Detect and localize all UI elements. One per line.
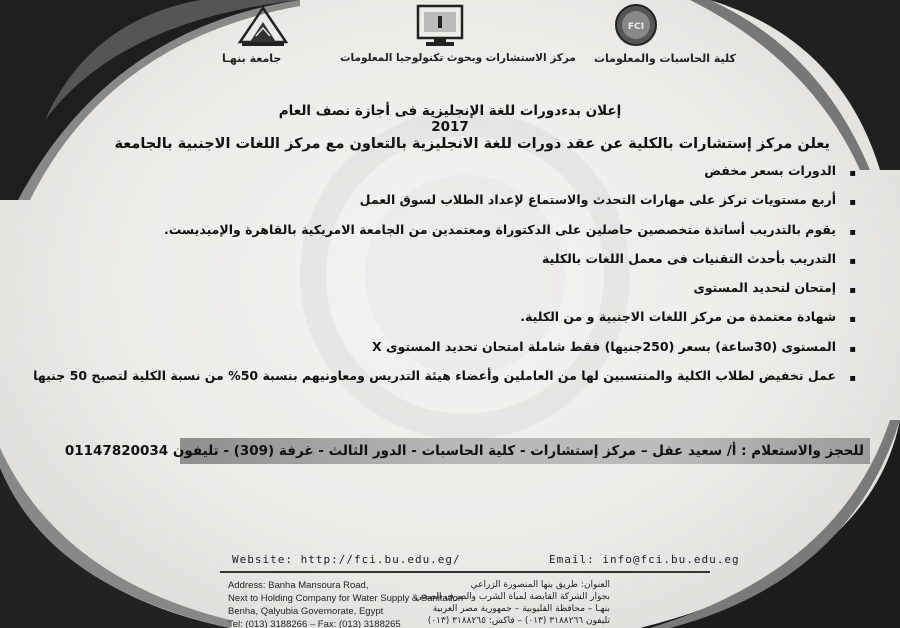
address-arabic: العنوان: طريق بنها المنصورة الزراعي بجوار الشركة القابضة لمياة الشرب والصرف الصحي بنهـا – محافظة القليوبية – جمهورية مصر العربية تليفون ٣١٨٨٢٦٦ (٠١٣) – فاكس: ٣١٨٨٢٦٥ (٠١٣)	[415, 580, 610, 626]
list-item: ▪ يقوم بالتدريب أساتذة متخصصين حاصلين على الدكتوراة ومعتمدين من الجامعة الامريكية بالقاهرة والإميديست.	[78, 221, 858, 250]
website-link[interactable]: Website: http://fci.bu.edu.eg/	[232, 553, 461, 566]
course-details-list	[33, 162, 858, 396]
bottom-left-swoosh-graphic	[0, 448, 230, 628]
announcement-title: إعلان بدءدورات للغة الإنجليزية فى أجازة نصف العام 2017	[278, 103, 622, 135]
email-link[interactable]: Email: info@fci.bu.edu.eg	[549, 553, 740, 566]
address-english: Address: Banha Mansoura Road, Next to Holding Company for Water Supply & Sanitation Benha, Qalyubia Governorate, Egypt Tel: (013) 3188266 – Fax: (013) 3188265	[228, 580, 464, 628]
square-bullet-icon: ▪	[849, 197, 856, 209]
footer-divider	[220, 571, 710, 573]
center-logo	[412, 2, 468, 52]
square-bullet-icon: ▪	[849, 285, 856, 297]
square-bullet-icon: ▪	[849, 226, 856, 238]
square-bullet-icon: ▪	[849, 255, 856, 267]
list-item: ▪ المستوى (30ساعة) بسعر (250جنيها) فقط شاملة امتحان تحديد المستوى X	[78, 338, 858, 367]
list-item: ▪ عمل تخفيض لطلاب الكلية والمنتسبين لها من العاملين وأعضاء هيئة التدريس ومعاونيهم بنسبة 50% من نسبة الكلية لتصبح 50 جنيها	[78, 367, 858, 396]
square-bullet-icon: ▪	[849, 373, 856, 385]
square-bullet-icon: ▪	[849, 314, 856, 326]
center-name: مركز الاستشارات وبحوث تكنولوجيا المعلومات	[340, 52, 576, 64]
university-logo	[232, 2, 294, 52]
faculty-name: كلية الحاسبات والمعلومات	[594, 52, 736, 65]
list-item: ▪ شهادة معتمدة من مركز اللغات الاجنبية و من الكلية.	[78, 308, 858, 337]
square-bullet-icon: ▪	[849, 343, 856, 355]
faculty-logo	[612, 2, 660, 48]
square-bullet-icon: ▪	[849, 168, 856, 179]
svg-text:FCI: FCI	[627, 22, 645, 32]
university-name: جامعة بنهـا	[222, 52, 282, 65]
announcement-subtitle: يعلن مركز إستشارات بالكلية عن عقد دورات للغة الانجليزية بالتعاون مع مركز اللغات الاجنبية بالجامعة	[114, 136, 830, 152]
contact-info-bar: للحجز والاستعلام : أ/ سعيد عقل – مركز إستشارات - كلية الحاسبات - الدور الثالث - غرفة (309) - تليفون 01147820034	[180, 438, 870, 464]
list-item: ▪ أربع مستويات تركز على مهارات التحدث والاستماع لإعداد الطلاب لسوق العمل	[78, 191, 858, 220]
list-item: ▪ الدورات بسعر مخفض	[78, 162, 858, 191]
list-item: ▪ إمتحان لتحديد المستوى	[78, 279, 858, 308]
list-item: ▪ التدريب بأحدث التقنيات فى معمل اللغات بالكلية	[78, 250, 858, 279]
